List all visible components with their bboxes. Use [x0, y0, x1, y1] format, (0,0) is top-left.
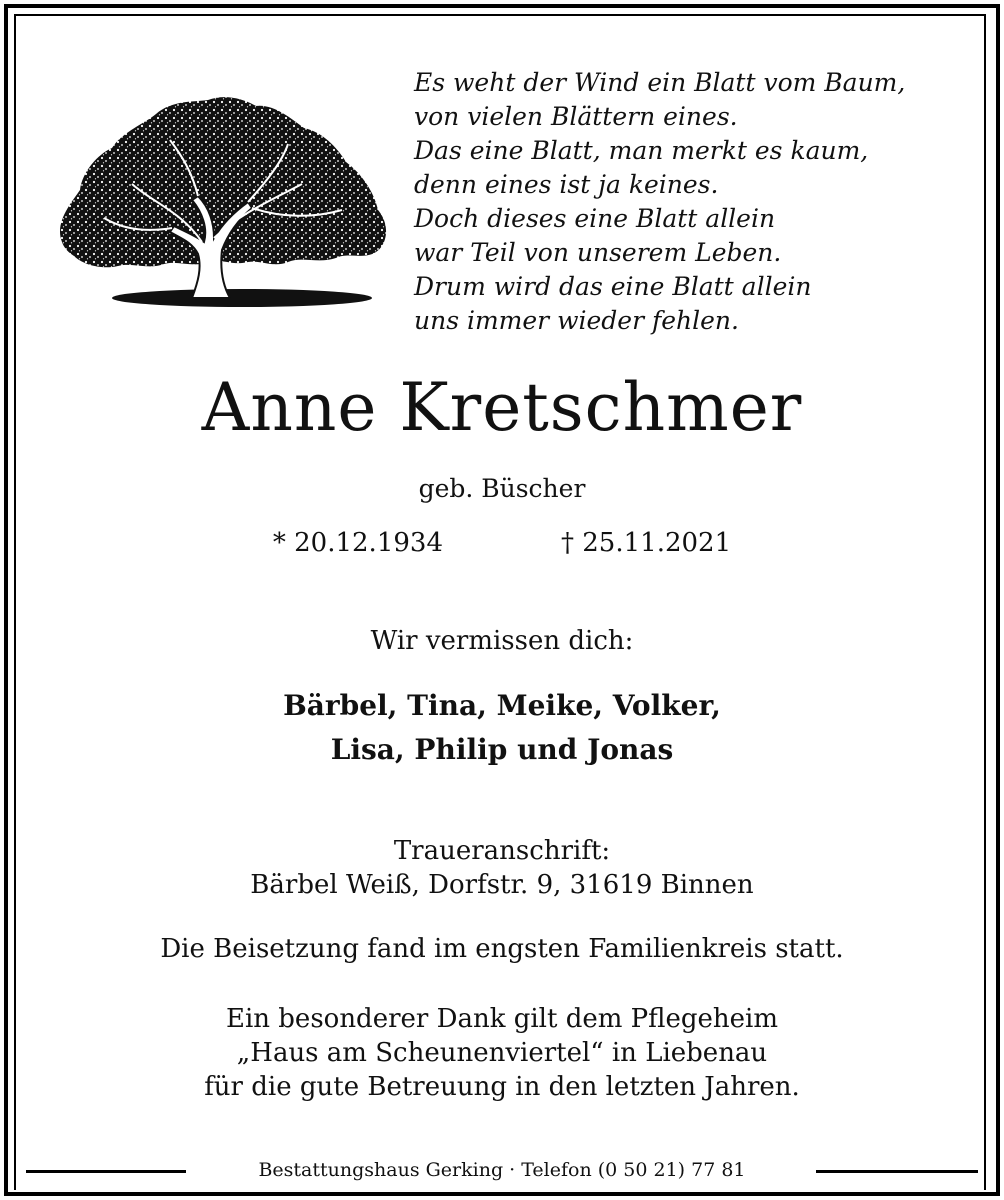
poem-line: Das eine Blatt, man merkt es kaum,: [414, 136, 869, 165]
mourners-names-line: Bärbel, Tina, Meike, Volker,: [283, 689, 721, 722]
birth-date: * 20.12.1934: [272, 528, 443, 558]
thanks-line: Ein besonderer Dank gilt dem Pflegeheim: [225, 1004, 779, 1034]
thanks-note: [20, 1002, 984, 1104]
mourners-names: [20, 684, 984, 772]
poem-line: Drum wird das eine Blatt allein: [414, 272, 812, 301]
thanks-line: für die gute Betreuung in den letzten Jahren.: [204, 1072, 800, 1102]
mourners-names-line: Lisa, Philip und Jonas: [330, 733, 674, 766]
footer-rule-left: [26, 1170, 186, 1173]
poem-line: Es weht der Wind ein Blatt vom Baum,: [414, 68, 906, 97]
funeral-home-contact: Bestattungshaus Gerking · Telefon (0 50 21) 77 81: [194, 1156, 810, 1184]
tree-icon: [52, 92, 392, 312]
footer-rule-right: [816, 1170, 978, 1173]
address-label: Traueranschrift:: [393, 836, 611, 866]
deceased-name: Anne Kretschmer: [201, 369, 803, 446]
burial-note: Die Beisetzung fand im engsten Familienkreis statt.: [160, 934, 844, 964]
poem-line: von vielen Blättern eines.: [414, 102, 738, 131]
footer: [0, 1156, 1004, 1186]
thanks-line: „Haus am Scheunenviertel“ in Liebenau: [236, 1038, 768, 1068]
poem-line: Doch dieses eine Blatt allein: [414, 204, 776, 233]
mourners-intro: Wir vermissen dich:: [370, 626, 634, 656]
life-dates: [20, 528, 984, 558]
death-date: † 25.11.2021: [561, 528, 732, 558]
birth-name: geb. Büscher: [418, 474, 586, 503]
poem: [414, 66, 974, 338]
mourning-address: [20, 834, 984, 902]
poem-line: war Teil von unserem Leben.: [414, 238, 782, 267]
poem-line: denn eines ist ja keines.: [414, 170, 719, 199]
poem-line: uns immer wieder fehlen.: [414, 306, 739, 335]
address-value: Bärbel Weiß, Dorfstr. 9, 31619 Binnen: [250, 870, 754, 900]
